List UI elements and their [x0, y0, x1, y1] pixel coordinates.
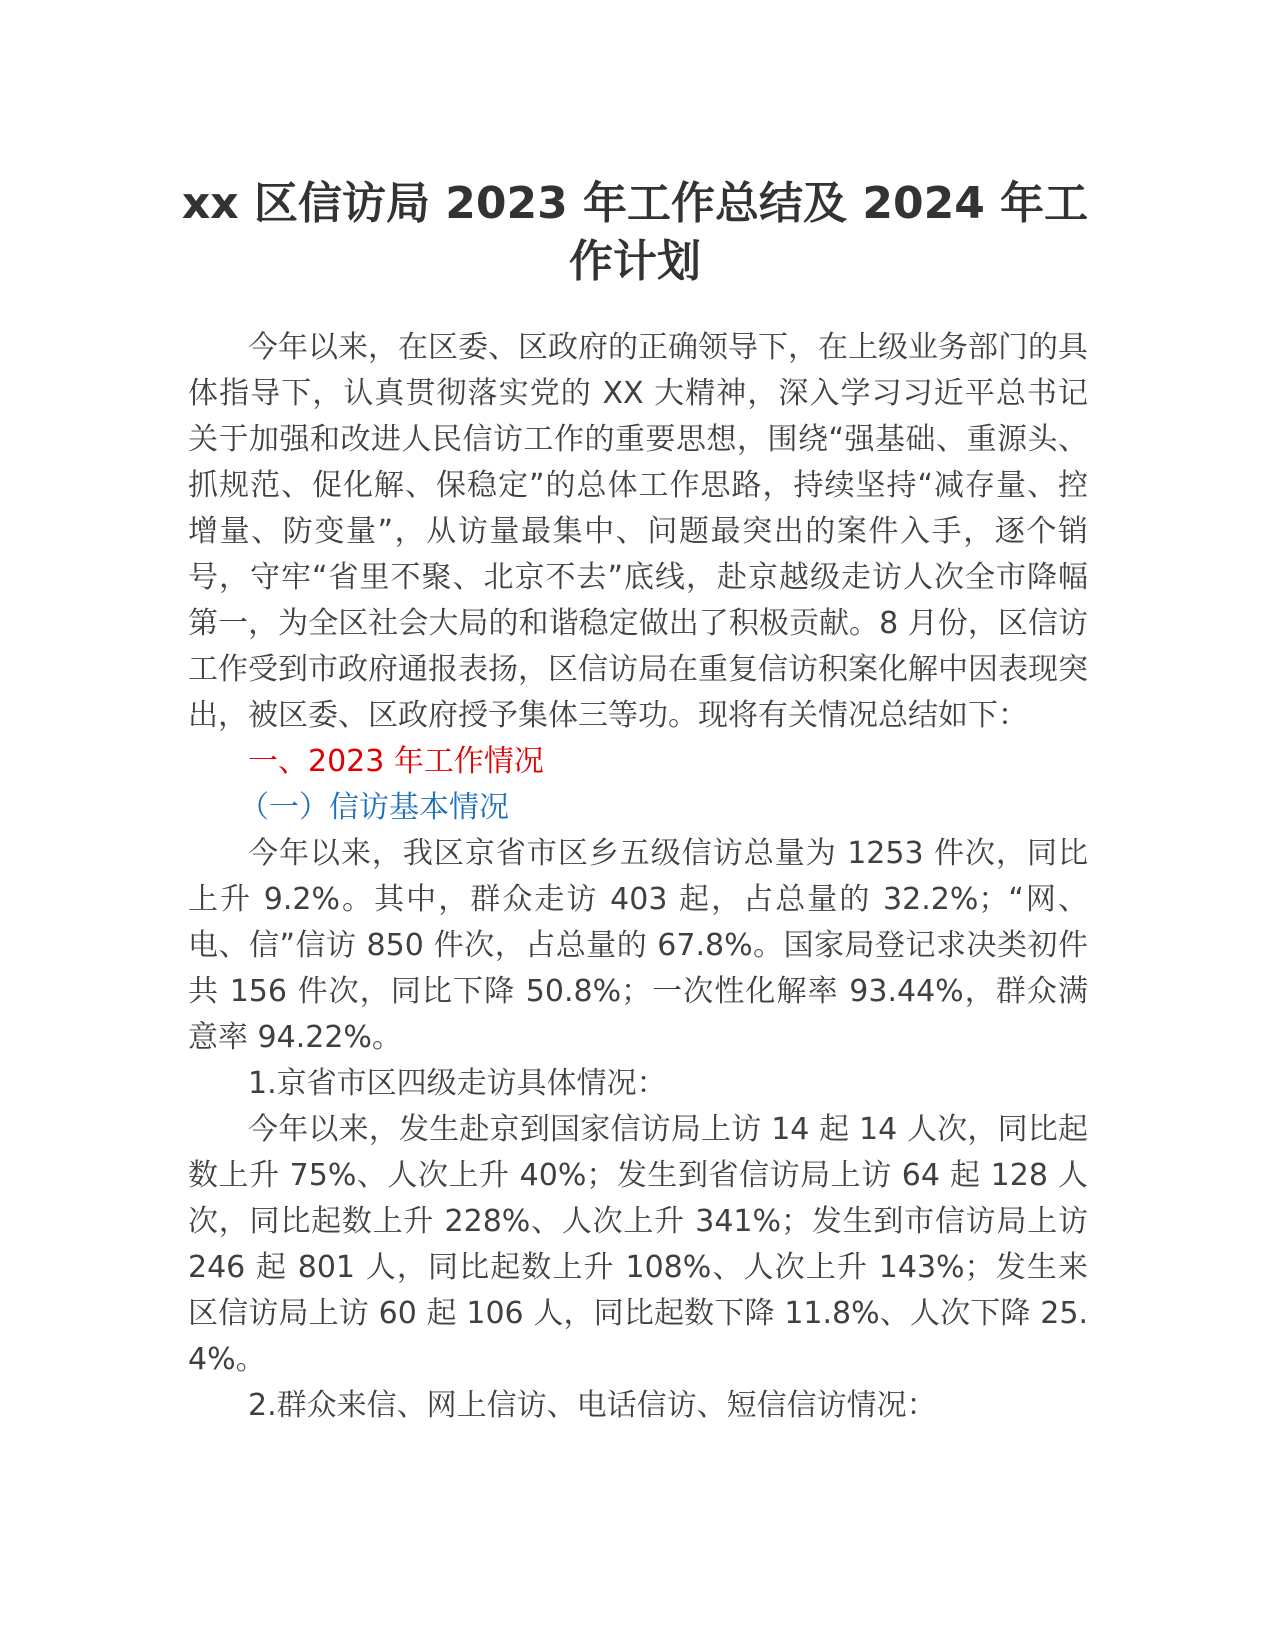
- item1-heading: 1.京省市区四级走访具体情况：: [248, 1066, 667, 1101]
- section-heading-2023-work: 一、2023 年工作情况: [248, 744, 544, 779]
- item1-paragraph: 今年以来，发生赴京到国家信访局上访 14 起 14 人次，同比起数上升 75%、人次上升 40%；发生到省信访局上访 64 起 128 人次，同比起数上升 228%、人次上升 341%；发生到市信访局上访 246 起 801 人，同比起数上升 108%、人次上升 143%；发生来区信访局上访 60 起 106 人，同比起数下降 11.8%、人次下降 25.4%。: [188, 1112, 1088, 1377]
- intro-paragraph: 今年以来，在区委、区政府的正确领导下，在上级业务部门的具体指导下，认真贯彻落实党的 XX 大精神，深入学习习近平总书记关于加强和改进人民信访工作的重要思想，围绕“强基础、重源头、抓规范、促化解、保稳定”的总体工作思路，持续坚持“减存量、控增量、防变量”，从访量最集中、问题最突出的案件入手，逐个销号，守牢“省里不聚、北京不去”底线，赴京越级走访人次全市降幅第一，为全区社会大局的和谐稳定做出了积极贡献。8 月份，区信访工作受到市政府通报表扬，区信访局在重复信访积案化解中因表现突出，被区委、区政府授予集体三等功。现将有关情况总结如下：: [188, 330, 1088, 733]
- basic-situation-paragraph: 今年以来，我区京省市区乡五级信访总量为 1253 件次，同比上升 9.2%。其中，群众走访 403 起，占总量的 32.2%；“网、电、信”信访 850 件次，占总量的 67.8%。国家局登记求决类初件共 156 件次，同比下降 50.8%；一次性化解率 93.44%，群众满意率 94.22%。: [188, 836, 1088, 1055]
- document-body: [188, 325, 1088, 1429]
- subsection-heading-basic-situation: （一）信访基本情况: [239, 790, 509, 825]
- document-title: xx 区信访局 2023 年工作总结及 2024 年工作计划: [181, 178, 1089, 287]
- item2-heading: 2.群众来信、网上信访、电话信访、短信信访情况：: [248, 1388, 937, 1423]
